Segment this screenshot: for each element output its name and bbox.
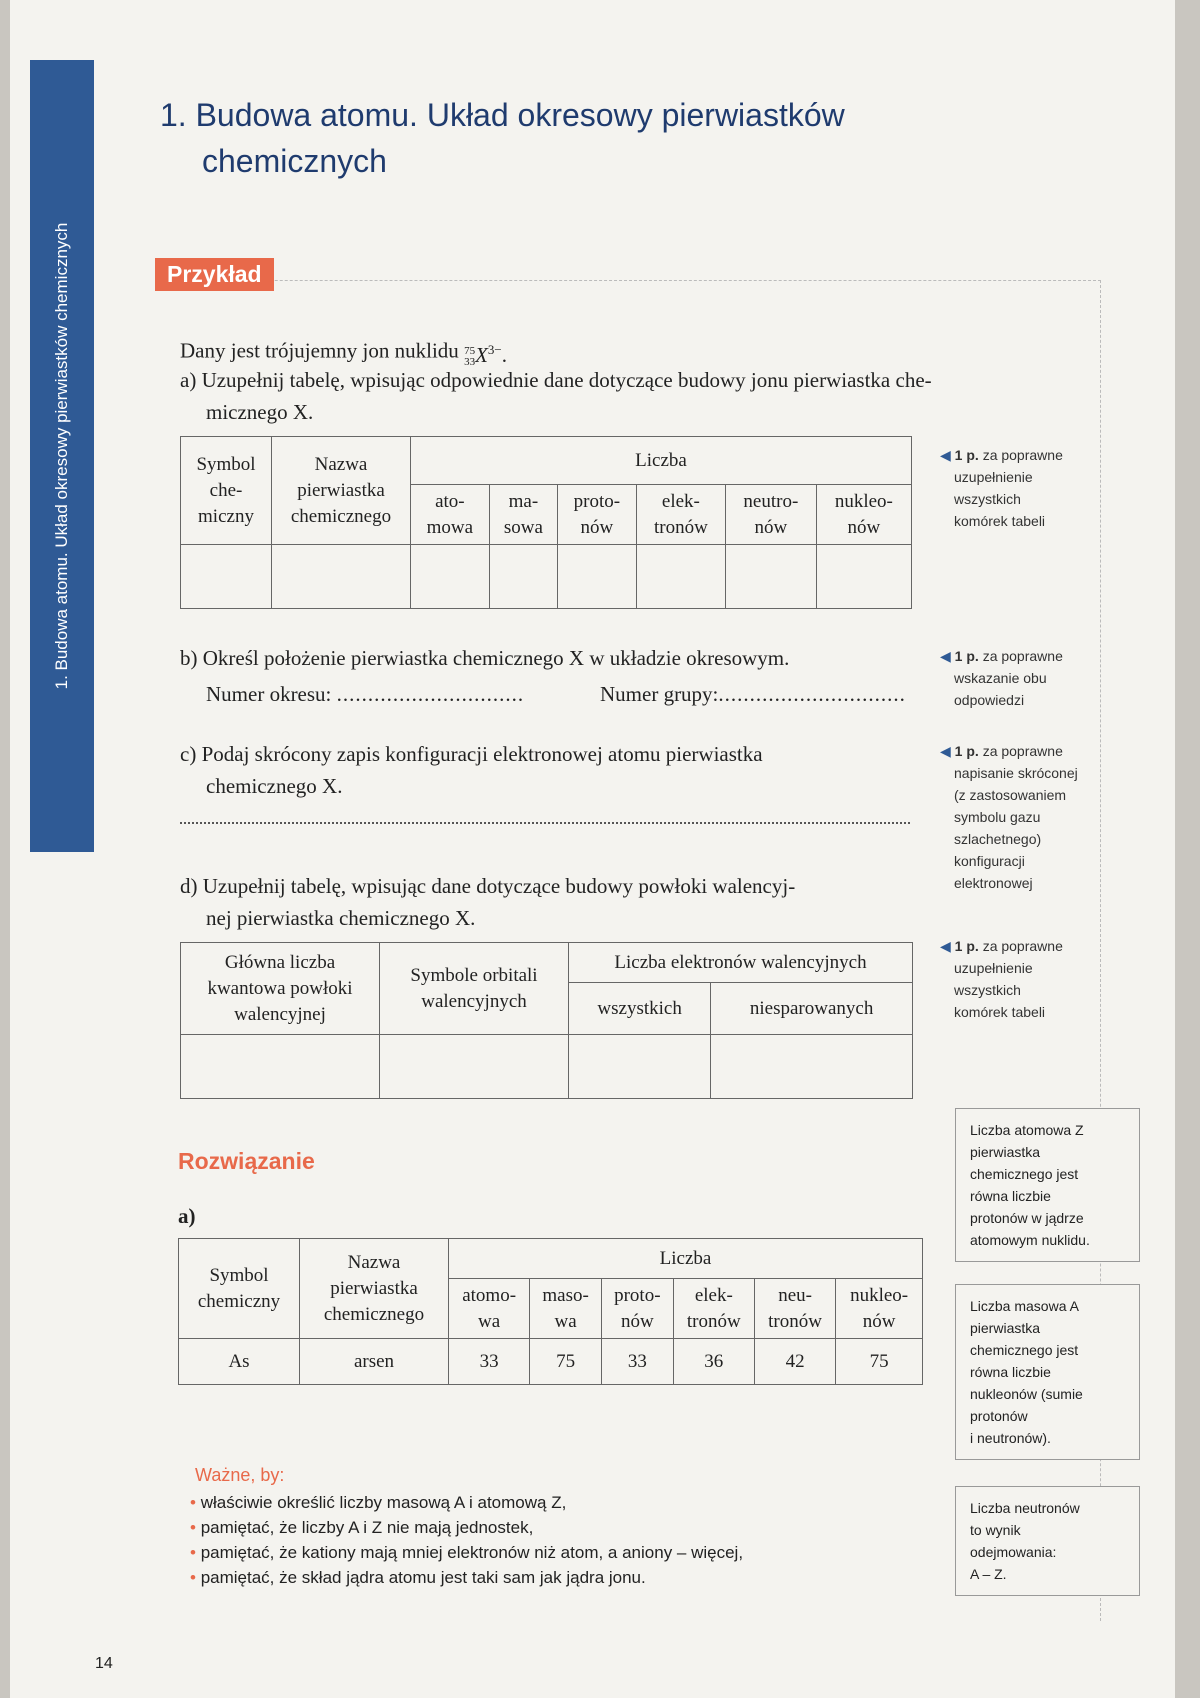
header-atomowa: atomo- wa: [449, 1279, 530, 1339]
triangle-left-icon: ◀: [940, 743, 951, 759]
header-nukleonow: nukleo- nów: [836, 1279, 923, 1339]
answer-cell[interactable]: [636, 545, 725, 609]
nuclide-atomic: 33: [464, 356, 476, 369]
header-unpaired: niesparowanych: [711, 983, 913, 1035]
answer-cell[interactable]: [711, 1035, 913, 1099]
solution-heading: Rozwiązanie: [178, 1148, 315, 1174]
intro-label: Dany jest trójujemny jon nuklidu: [180, 338, 459, 363]
question-a-line1: a) Uzupełnij tabelę, wpisując odpowiednie dane dotyczące budowy jonu pierwiastka che-: [180, 368, 932, 392]
answer-cell[interactable]: [380, 1035, 569, 1099]
score-note-3: ◀ 1 p. za poprawne napisanie skróconej (z zastosowaniem symbolu gazu szlachetnego) konfiguracji elektronowej: [940, 743, 1078, 891]
period-label: Numer okresu: ..............................: [206, 682, 525, 706]
cell-atomic: 33: [449, 1339, 530, 1385]
title-line-1: 1. Budowa atomu. Układ okresowy pierwiastków: [160, 97, 845, 133]
answer-cell[interactable]: [411, 545, 490, 609]
header-name: Nazwa pierwiastka chemicznego: [300, 1239, 449, 1339]
important-item: • pamiętać, że kationy mają mniej elektronów niż atom, a aniony – więcej,: [190, 1543, 744, 1562]
solution-a-label: a): [178, 1204, 196, 1228]
header-valence-electrons: Liczba elektronów walencyjnych: [569, 943, 913, 983]
answer-cell[interactable]: [558, 545, 637, 609]
triangle-left-icon: ◀: [940, 447, 951, 463]
header-masowa: maso- wa: [530, 1279, 602, 1339]
question-b: b) Określ położenie pierwiastka chemicznego X w układzie okresowym.: [180, 646, 790, 670]
answer-cell[interactable]: [569, 1035, 711, 1099]
important-heading: Ważne, by:: [195, 1465, 285, 1485]
example-badge: Przykład: [155, 258, 274, 291]
cell-symbol: As: [179, 1339, 300, 1385]
header-all: wszystkich: [569, 983, 711, 1035]
nuclide-mass: 75: [464, 345, 476, 358]
important-item: • właściwie określić liczby masową A i atomową Z,: [190, 1493, 567, 1512]
header-name: Nazwa pierwiastka chemicznego: [272, 437, 411, 545]
page-number: 14: [95, 1655, 113, 1672]
header-elektronow: elek- tronów: [673, 1279, 754, 1339]
header-masowa: ma- sowa: [489, 485, 557, 545]
triangle-left-icon: ◀: [940, 648, 951, 664]
answer-cell[interactable]: [272, 545, 411, 609]
nuclide-letter: X: [475, 343, 488, 367]
nuclide-charge: 3−: [487, 342, 502, 357]
header-elektronow: elek- tronów: [636, 485, 725, 545]
cell-neutrons: 42: [754, 1339, 835, 1385]
header-protonow: proto- nów: [558, 485, 637, 545]
cell-mass: 75: [530, 1339, 602, 1385]
score-note-2: ◀ 1 p. za poprawne wskazanie obu odpowiedzi: [940, 648, 1063, 708]
page-title: [160, 92, 845, 184]
header-liczba: Liczba: [411, 437, 912, 485]
score-note-4: ◀ 1 p. za poprawne uzupełnienie wszystkich komórek tabeli: [940, 938, 1063, 1020]
important-item: • pamiętać, że skład jądra atomu jest taki sam jak jądra jonu.: [190, 1568, 646, 1587]
important-item: • pamiętać, że liczby A i Z nie mają jednostek,: [190, 1518, 534, 1537]
header-neutronow: neu- tronów: [754, 1279, 835, 1339]
nuclide-symbol: 75 33 $X^{3-}$.: [464, 342, 507, 369]
header-protonow: proto- nów: [601, 1279, 673, 1339]
header-liczba: Liczba: [449, 1239, 923, 1279]
table-a-solution: [178, 1238, 923, 1385]
tip-box-neutrons: Liczba neutronów to wynik odejmowania: A – Z.: [955, 1486, 1140, 1596]
answer-cell[interactable]: [489, 545, 557, 609]
question-a-line2: micznego X.: [206, 400, 314, 424]
important-list: [190, 1490, 743, 1590]
question-c: c) Podaj skrócony zapis konfiguracji elektronowej atomu pierwiastka chemicznego X.: [180, 742, 763, 798]
cell-protons: 33: [601, 1339, 673, 1385]
cell-name: arsen: [300, 1339, 449, 1385]
answer-cell[interactable]: [816, 545, 911, 609]
header-main-quantum: Główna liczba kwantowa powłoki walencyjnej: [181, 943, 380, 1035]
triangle-left-icon: ◀: [940, 938, 951, 954]
cell-electrons: 36: [673, 1339, 754, 1385]
header-neutronow: neutro- nów: [726, 485, 817, 545]
header-atomowa: ato- mowa: [411, 485, 490, 545]
tip-box-mass: Liczba masowa A pierwiastka chemicznego jest równa liczbie nukleonów (sumie protonów i neutronów).: [955, 1284, 1140, 1460]
tip-box-atomic: Liczba atomowa Z pierwiastka chemicznego jest równa liczbie protonów w jądrze atomowym nuklidu.: [955, 1108, 1140, 1262]
title-line-2: chemicznych: [202, 143, 387, 179]
header-symbol: Symbol che- miczny: [181, 437, 272, 545]
table-a-empty: [180, 436, 912, 609]
answer-cell[interactable]: [181, 1035, 380, 1099]
answer-cell[interactable]: [181, 545, 272, 609]
answer-cell[interactable]: [726, 545, 817, 609]
sidebar-text: 1. Budowa atomu. Układ okresowy pierwiastków chemicznych: [52, 222, 71, 690]
header-orbitals: Symbole orbitali walencyjnych: [380, 943, 569, 1035]
answer-line-c[interactable]: [180, 808, 910, 824]
question-a: [180, 364, 932, 428]
table-d-empty: [180, 942, 913, 1099]
group-label: Numer grupy:..............................: [600, 682, 906, 706]
question-d: d) Uzupełnij tabelę, wpisując dane dotyczące budowy powłoki walencyj- nej pierwiastka chemicznego X.: [180, 874, 796, 930]
cell-nucleons: 75: [836, 1339, 923, 1385]
header-nukleonow: nukleo- nów: [816, 485, 911, 545]
header-symbol: Symbol chemiczny: [179, 1239, 300, 1339]
score-note-1: ◀ 1 p. za poprawne uzupełnienie wszystkich komórek tabeli: [940, 447, 1063, 529]
